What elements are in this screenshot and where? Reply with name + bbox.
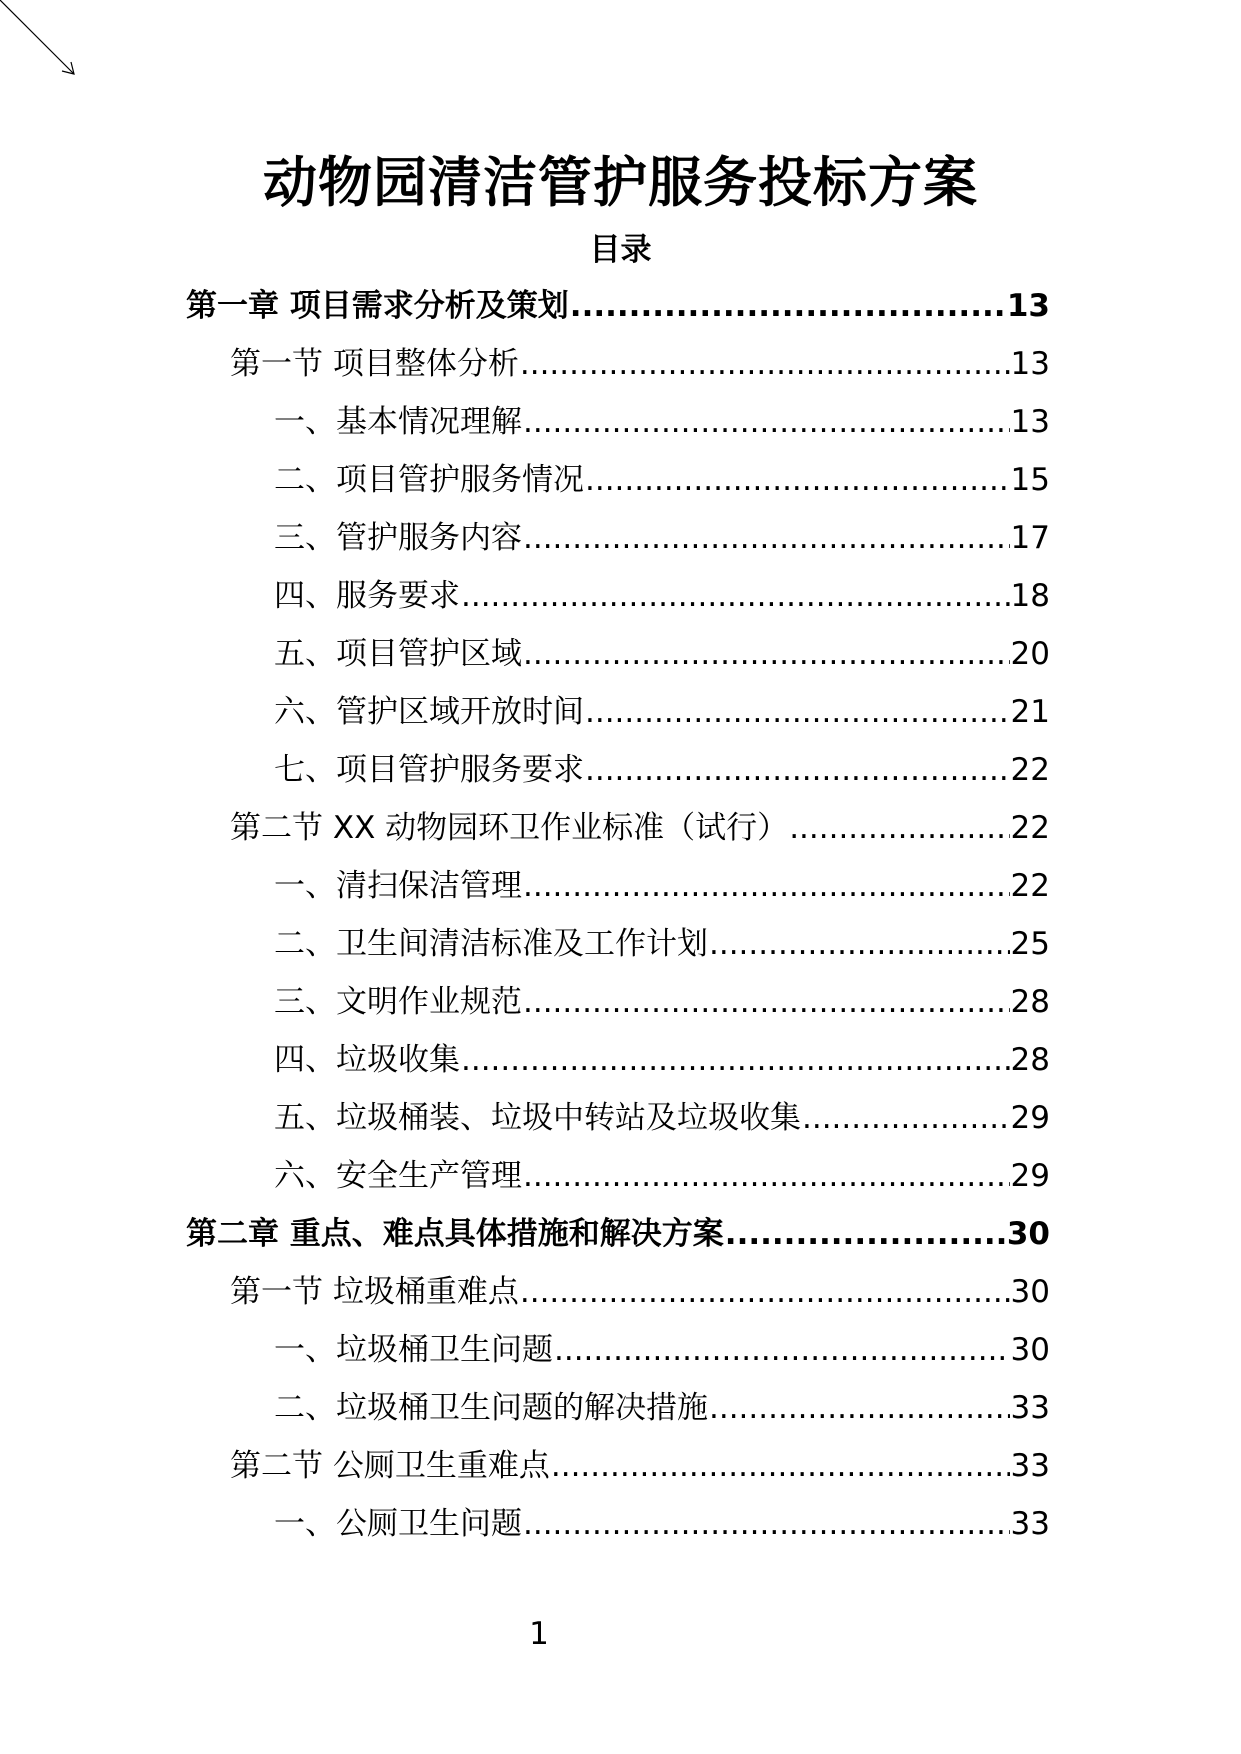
toc-entry-label: 第二章 重点、难点具体措施和解决方案 bbox=[186, 1216, 724, 1252]
toc-entry-label: 第一节 垃圾桶重难点 bbox=[230, 1274, 519, 1310]
toc-entry-page: 13 bbox=[1010, 404, 1050, 440]
toc-entry-page: 29 bbox=[1010, 1100, 1050, 1136]
toc-leader bbox=[520, 1270, 1010, 1314]
toc-entry-label: 七、项目管护服务要求 bbox=[274, 752, 584, 788]
toc-entry-label: 五、项目管护区域 bbox=[274, 636, 522, 672]
toc-entry-label: 一、清扫保洁管理 bbox=[274, 868, 522, 904]
toc-entry-label: 一、公厕卫生问题 bbox=[274, 1506, 522, 1542]
toc-leader bbox=[523, 1502, 1010, 1546]
toc-heading: 目录 bbox=[589, 232, 652, 268]
toc-entry-page: 13 bbox=[1006, 288, 1050, 324]
toc-leader bbox=[585, 748, 1010, 792]
toc-entry[interactable] bbox=[186, 284, 1050, 328]
toc-entry-page: 22 bbox=[1010, 868, 1050, 904]
toc-entry-page: 17 bbox=[1010, 520, 1050, 556]
toc-entry-label: 二、卫生间清洁标准及工作计划 bbox=[274, 926, 708, 962]
toc-leader bbox=[585, 458, 1010, 502]
toc-leader bbox=[725, 1212, 1006, 1256]
toc-entry[interactable] bbox=[274, 690, 1050, 734]
toc-leader bbox=[523, 864, 1010, 908]
toc-entry-page: 18 bbox=[1010, 578, 1050, 614]
toc-entry[interactable] bbox=[274, 864, 1050, 908]
toc-entry[interactable] bbox=[230, 806, 1050, 850]
toc-entry-label: 二、垃圾桶卫生问题的解决措施 bbox=[274, 1390, 708, 1426]
toc-entry[interactable] bbox=[274, 1096, 1050, 1140]
toc-entry[interactable] bbox=[274, 574, 1050, 618]
toc-entry[interactable] bbox=[274, 1386, 1050, 1430]
toc-leader bbox=[551, 1444, 1010, 1488]
toc-entry[interactable] bbox=[186, 1212, 1050, 1256]
toc-entry-page: 22 bbox=[1010, 752, 1050, 788]
toc-entry-page: 25 bbox=[1010, 926, 1050, 962]
toc-leader bbox=[523, 400, 1010, 444]
toc-entry-label: 六、安全生产管理 bbox=[274, 1158, 522, 1194]
toc-entry-label: 一、垃圾桶卫生问题 bbox=[274, 1332, 553, 1368]
toc-entry-label: 第二节 XX 动物园环卫作业标准（试行） bbox=[230, 810, 789, 846]
toc-leader bbox=[461, 574, 1010, 618]
toc-leader bbox=[523, 980, 1010, 1024]
toc-entry-label: 六、管护区域开放时间 bbox=[274, 694, 584, 730]
toc-entry[interactable] bbox=[274, 980, 1050, 1024]
toc-leader bbox=[554, 1328, 1010, 1372]
toc-entry-page: 30 bbox=[1010, 1332, 1050, 1368]
toc-leader bbox=[709, 922, 1010, 966]
toc-entry-page: 33 bbox=[1010, 1448, 1050, 1484]
toc-leader bbox=[802, 1096, 1010, 1140]
toc-leader bbox=[520, 342, 1010, 386]
toc-entry[interactable] bbox=[274, 922, 1050, 966]
toc-entry-page: 28 bbox=[1010, 984, 1050, 1020]
toc-leader bbox=[709, 1386, 1010, 1430]
toc-entry[interactable] bbox=[274, 400, 1050, 444]
toc-entry[interactable] bbox=[274, 748, 1050, 792]
toc-entry[interactable] bbox=[274, 516, 1050, 560]
toc-leader bbox=[585, 690, 1010, 734]
toc-entry-page: 30 bbox=[1006, 1216, 1050, 1252]
toc-entry-page: 20 bbox=[1010, 636, 1050, 672]
toc-entry-label: 二、项目管护服务情况 bbox=[274, 462, 584, 498]
toc-entry-page: 21 bbox=[1010, 694, 1050, 730]
toc-entry-page: 13 bbox=[1010, 346, 1050, 382]
toc-entry-page: 15 bbox=[1010, 462, 1050, 498]
page-number: 1 bbox=[529, 1616, 549, 1652]
toc-entry-label: 一、基本情况理解 bbox=[274, 404, 522, 440]
toc-entry[interactable] bbox=[230, 342, 1050, 386]
toc-leader bbox=[523, 516, 1010, 560]
toc-entry-page: 29 bbox=[1010, 1158, 1050, 1194]
toc-leader bbox=[523, 632, 1010, 676]
toc-entry-page: 28 bbox=[1010, 1042, 1050, 1078]
toc-entry-label: 第一章 项目需求分析及策划 bbox=[186, 288, 569, 324]
toc-entry[interactable] bbox=[274, 1502, 1050, 1546]
toc-entry[interactable] bbox=[274, 1038, 1050, 1082]
toc-entry-label: 三、文明作业规范 bbox=[274, 984, 522, 1020]
toc-entry[interactable] bbox=[274, 458, 1050, 502]
toc-entry-label: 四、服务要求 bbox=[274, 578, 460, 614]
toc-entry[interactable] bbox=[230, 1270, 1050, 1314]
toc-entry-page: 33 bbox=[1010, 1506, 1050, 1542]
toc-entry[interactable] bbox=[274, 632, 1050, 676]
toc-entry[interactable] bbox=[274, 1328, 1050, 1372]
toc-entry[interactable] bbox=[230, 1444, 1050, 1488]
toc-leader bbox=[570, 284, 1006, 328]
document-title: 动物园清洁管护服务投标方案 bbox=[263, 151, 978, 214]
toc-entry-label: 四、垃圾收集 bbox=[274, 1042, 460, 1078]
toc-entry-page: 33 bbox=[1010, 1390, 1050, 1426]
toc-entry-page: 30 bbox=[1010, 1274, 1050, 1310]
toc-entry-label: 第一节 项目整体分析 bbox=[230, 346, 519, 382]
toc-leader bbox=[789, 806, 1009, 850]
toc-entry-label: 第二节 公厕卫生重难点 bbox=[230, 1448, 550, 1484]
toc-entry[interactable] bbox=[274, 1154, 1050, 1198]
toc-entry-label: 五、垃圾桶装、垃圾中转站及垃圾收集 bbox=[274, 1100, 801, 1136]
corner-arrow-icon bbox=[0, 0, 80, 80]
toc-leader bbox=[523, 1154, 1010, 1198]
toc-leader bbox=[461, 1038, 1010, 1082]
toc-entry-label: 三、管护服务内容 bbox=[274, 520, 522, 556]
toc-entry-page: 22 bbox=[1010, 810, 1050, 846]
